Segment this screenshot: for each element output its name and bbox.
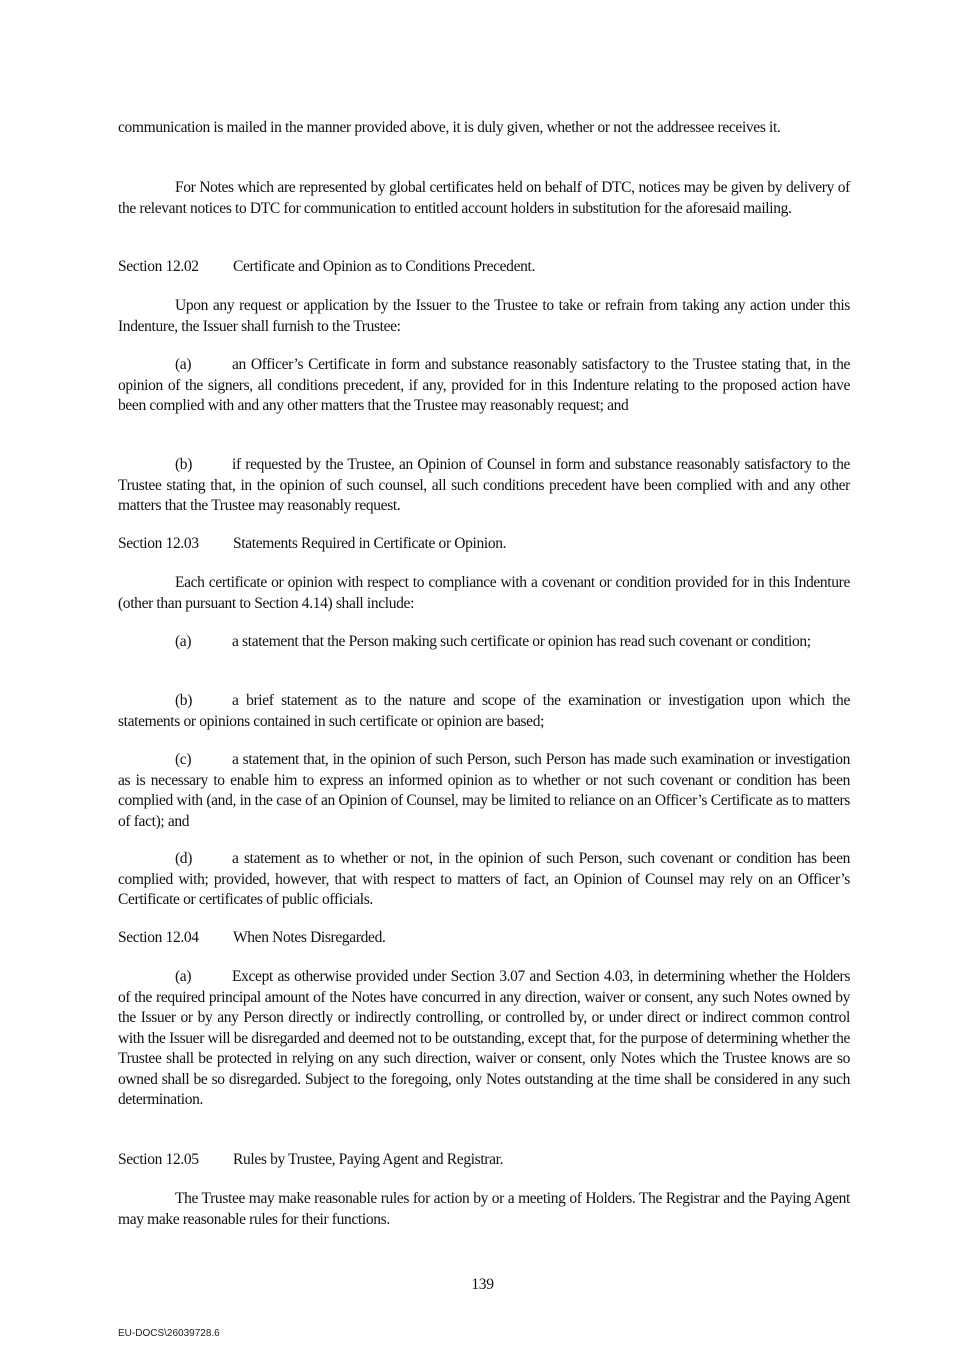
paragraph-dtc-notices: For Notes which are represented by global certificates held on behalf of DTC, notices may be given by delivery of the relevant notices to DTC for communication to entitled account holders in substitution for the aforesaid mailing. [118, 179, 850, 217]
list-item-12-03-d [118, 849, 850, 911]
paragraph-notice-mailed: communication is mailed in the manner provided above, it is duly given, whether or not the addressee receives it. [118, 119, 781, 136]
section-heading-12-04 [118, 928, 850, 949]
page-number: 139 [471, 1276, 494, 1293]
list-item-12-03-c [118, 750, 850, 832]
item-label: (d) [175, 850, 193, 867]
list-item-12-02-a [118, 355, 850, 417]
item-text: Except as otherwise provided under Section 3.07 and Section 4.03, in determining whether the Holders of the required principal amount of the Notes have concurred in any direction, waiver or consent, any such Notes owned by the Issuer or by any Person directly or indirectly controlling, or controlled by, or under direct or indirect common control with the Issuer will be disregarded and deemed not to be outstanding, except that, for the purpose of determining whether the Trustee shall be protected in relying on any such direction, waiver or consent, only Notes which the Trustee knows are so owned shall be so disregarded. Subject to the foregoing, only Notes outstanding at the time shall be considered in any such determination. [118, 968, 850, 1108]
item-label: (b) [175, 692, 193, 709]
section-heading-12-03 [118, 534, 850, 555]
document-reference: EU-DOCS\26039728.6 [118, 1328, 220, 1339]
paragraph-request-application: Upon any request or application by the Issuer to the Trustee to take or refrain from taking any action under this Indenture, the Issuer shall furnish to the Trustee: [118, 297, 850, 335]
section-number: Section 12.03 [118, 535, 199, 552]
list-item-12-04-a [118, 967, 850, 1111]
item-text: a statement that, in the opinion of such Person, such Person has made such examination or investigation as is necessary to enable him to express an informed opinion as to whether or not such covenant or condition has been complied with (and, in the case of an Opinion of Counsel, may be limited to reliance on an Officer’s Certificate as to matters of fact); and [118, 751, 850, 830]
section-title: When Notes Disregarded. [233, 929, 386, 946]
section-title: Statements Required in Certificate or Opinion. [233, 535, 507, 552]
section-number: Section 12.05 [118, 1151, 199, 1168]
item-text: a brief statement as to the nature and scope of the examination or investigation upon which the statements or opinions contained in such certificate or opinion are based; [118, 692, 850, 730]
item-label: (a) [175, 633, 192, 650]
item-text: an Officer’s Certificate in form and substance reasonably satisfactory to the Trustee stating that, in the opinion of the signers, all conditions precedent, if any, provided for in this Indenture relating to the proposed action have been complied with and any other matters that the Trustee may reasonably request; and [118, 356, 850, 414]
list-item-12-03-a [118, 632, 850, 653]
section-heading-12-05 [118, 1150, 850, 1171]
section-number: Section 12.02 [118, 258, 199, 275]
section-heading-12-02 [118, 257, 850, 278]
section-title: Rules by Trustee, Paying Agent and Registrar. [233, 1151, 504, 1168]
item-text: a statement as to whether or not, in the opinion of such Person, such covenant or condition has been complied with; provided, however, that with respect to matters of fact, an Opinion of Counsel may rely on an Officer’s Certificate or certificates of public officials. [118, 850, 850, 908]
section-title: Certificate and Opinion as to Conditions Precedent. [233, 258, 535, 275]
item-label: (b) [175, 456, 193, 473]
paragraph-trustee-rules: The Trustee may make reasonable rules for action by or a meeting of Holders. The Registrar and the Paying Agent may make reasonable rules for their functions. [118, 1190, 850, 1228]
item-label: (a) [175, 356, 192, 373]
section-number: Section 12.04 [118, 929, 199, 946]
item-label: (a) [175, 968, 192, 985]
item-text: a statement that the Person making such certificate or opinion has read such covenant or condition; [232, 633, 811, 650]
item-label: (c) [175, 751, 192, 768]
paragraph-certificate-opinion: Each certificate or opinion with respect to compliance with a covenant or condition provided for in this Indenture (other than pursuant to Section 4.14) shall include: [118, 574, 850, 612]
list-item-12-02-b [118, 455, 850, 517]
item-text: if requested by the Trustee, an Opinion of Counsel in form and substance reasonably satisfactory to the Trustee stating that, in the opinion of such counsel, all such conditions precedent have been complied with and any other matters that the Trustee may reasonably request. [118, 456, 850, 514]
list-item-12-03-b [118, 691, 850, 732]
